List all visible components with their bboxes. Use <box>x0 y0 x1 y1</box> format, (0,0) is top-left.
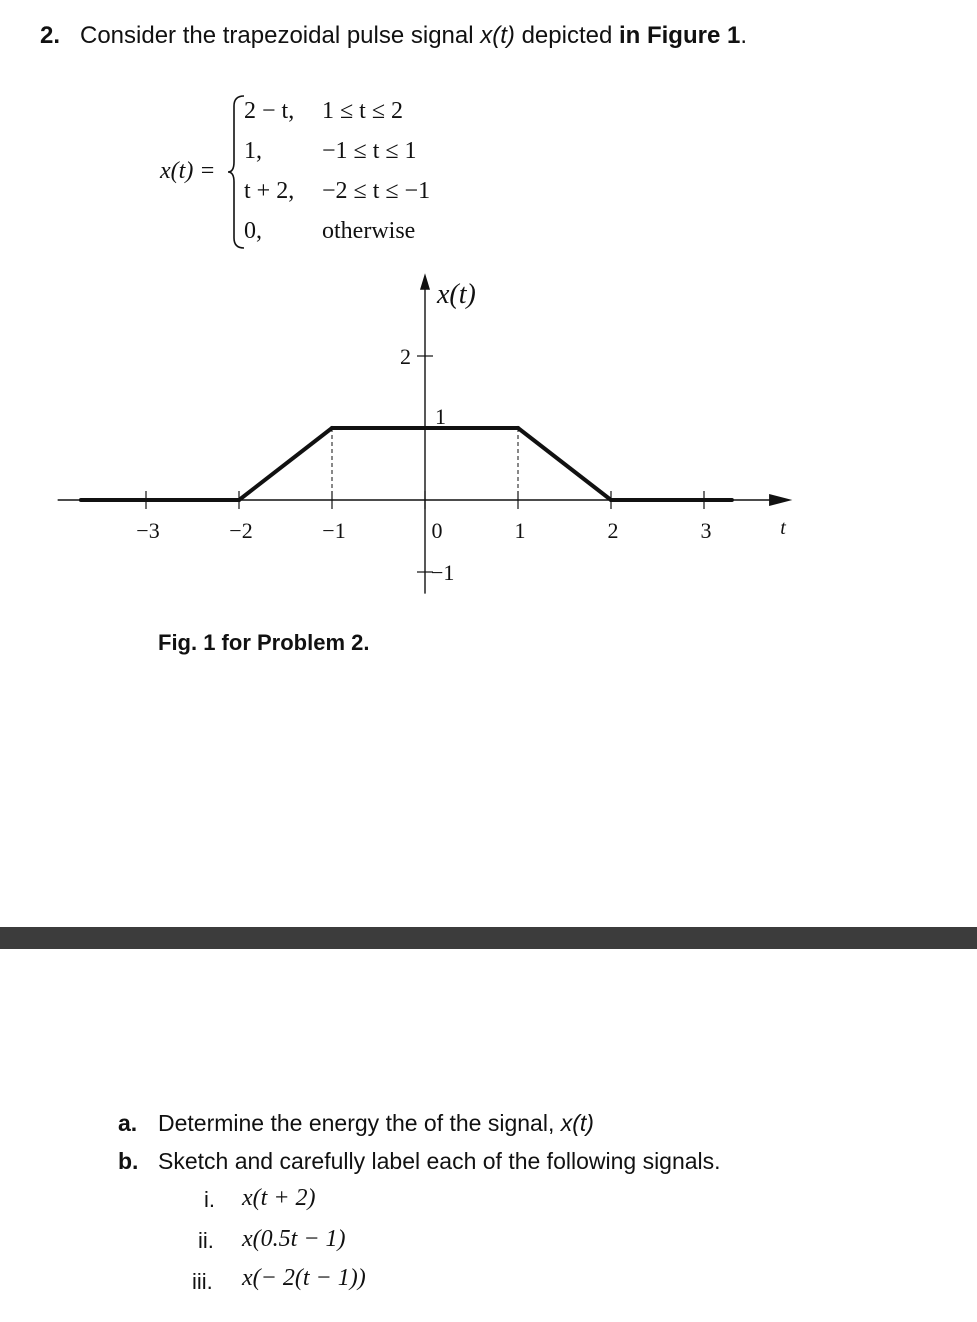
x-axis-label: t <box>780 517 786 539</box>
question-text-bold: in Figure 1 <box>618 22 741 49</box>
sub-item-iii-label: iii. <box>192 1269 213 1294</box>
case-cond-1: 1 ≤ t ≤ 2 <box>322 98 404 124</box>
sub-item-ii-label: ii. <box>198 1228 214 1253</box>
signal-plot <box>0 250 977 630</box>
x-tick-label: −2 <box>229 518 253 543</box>
part-a-text: Determine the energy the of the signal, x(t) <box>158 1110 594 1136</box>
y-axis-label: x(t) <box>437 279 476 311</box>
x-tick-label: −3 <box>136 518 160 543</box>
plot-axes <box>58 273 793 593</box>
page-divider <box>0 927 977 949</box>
case-cond-2: −1 ≤ t ≤ 1 <box>322 138 417 164</box>
question-text-after: depicted <box>514 22 619 49</box>
x-tick-label: −1 <box>322 518 346 543</box>
sub-item-i-expr: x(t + 2) <box>242 1185 316 1211</box>
part-a-signal: x(t) <box>560 1110 594 1136</box>
question-text-before: Consider the trapezoidal pulse signal <box>80 22 481 49</box>
part-b-label: b. <box>118 1148 139 1174</box>
definition-lhs: x(t) = <box>160 158 216 184</box>
sub-item-iii-expr: x(− 2(t − 1)) <box>242 1265 366 1291</box>
x-tick-label: 2 <box>607 518 619 543</box>
x-tick-label: 0 <box>431 518 443 543</box>
case-cond-4: otherwise <box>322 218 416 244</box>
x-axis-arrow <box>420 273 430 290</box>
part-a-label: a. <box>118 1110 138 1136</box>
figure-caption: Fig. 1 for Problem 2. <box>158 630 370 655</box>
case-expr-2: 1, <box>244 138 262 164</box>
plot-marks <box>81 428 732 500</box>
sub-item-ii-expr: x(0.5t − 1) <box>242 1226 346 1252</box>
x-tick-label: 3 <box>700 518 712 543</box>
y-tick-label: 2 <box>400 344 411 369</box>
case-cond-3: −2 ≤ t ≤ −1 <box>322 178 431 204</box>
part-b-text: Sketch and carefully label each of the following signals. <box>158 1148 721 1174</box>
question-period: . <box>740 22 748 49</box>
signal-segment-3 <box>518 428 611 500</box>
x-tick-label: 1 <box>514 518 526 543</box>
case-expr-1: 2 − t, <box>244 98 295 124</box>
signal-segment-1 <box>239 428 332 500</box>
case-expr-3: t + 2, <box>244 178 295 204</box>
y-tick-label: −1 <box>431 560 455 585</box>
question-signal: x(t) <box>480 22 515 49</box>
sub-item-i-label: i. <box>204 1187 215 1212</box>
t-axis-arrow <box>769 494 792 506</box>
question-number: 2. <box>40 22 61 49</box>
question-text <box>80 22 747 50</box>
y-tick-label: 1 <box>435 404 446 429</box>
case-expr-4: 0, <box>244 218 262 244</box>
